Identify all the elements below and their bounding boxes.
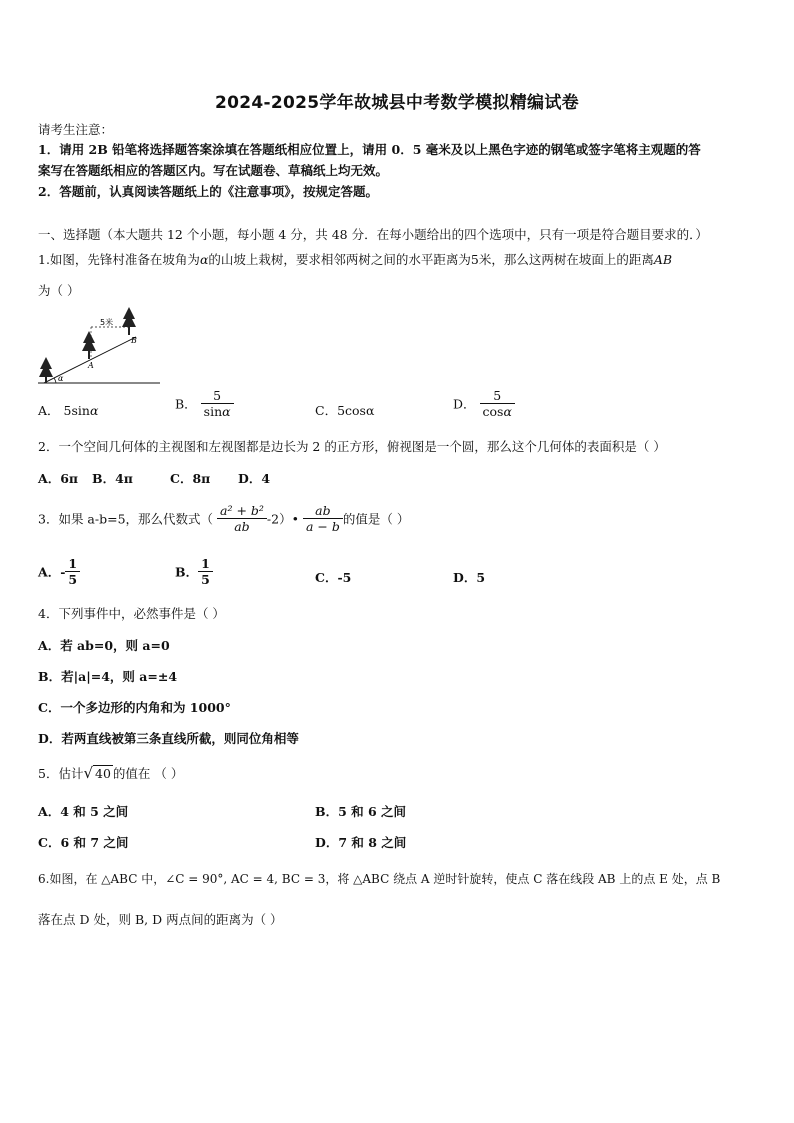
question-2-option-b: B．4π: [92, 471, 133, 486]
question-3-option-c: C．-5: [315, 570, 352, 585]
question-5-option-b: B．5 和 6 之间: [315, 804, 407, 819]
tree-icon: [122, 307, 136, 335]
figure-angle-label: α: [58, 374, 64, 383]
notice-heading: 请考生注意：: [38, 122, 114, 137]
question-2-option-d: D．4: [238, 471, 271, 486]
tree-icon: [82, 331, 96, 359]
question-2-option-a: A．6π: [38, 471, 79, 486]
notice-item-2: 2．答题前，认真阅读答题纸上的《注意事项》，按规定答题。: [38, 184, 378, 199]
figure-point-b-label: B: [131, 336, 137, 345]
question-4-option-d: D．若两直线被第三条直线所截，则同位角相等: [38, 731, 299, 746]
section-heading-choice: 一、选择题（本大题共 12 个小题，每小题 4 分，共 48 分．在每小题给出的四个选项中，只有一项是符合题目要求的．）: [38, 227, 708, 242]
figure-distance-label: 5米: [100, 318, 114, 327]
question-5-option-d: D．7 和 8 之间: [315, 835, 407, 850]
question-1-option-d: D． $\frac{5}{\cos\alpha}$: [453, 388, 515, 419]
question-5-option-a: A．4 和 5 之间: [38, 804, 129, 819]
question-6-stem-line-2: 落在点 D 处，则 B, D 两点间的距离为（ ）: [38, 912, 283, 927]
notice-item-1-line-2: 案写在答题纸相应的答题区内。写在试题卷、草稿纸上均无效。: [38, 163, 389, 178]
question-6-stem-line-1: 6.如图，在 △ABC 中，∠C = 90°, AC = 4, BC = 3，将 △ABC 绕点 A 逆时针旋转，使点 C 落在线段 AB 上的点 E 处，点 B: [38, 872, 721, 886]
question-4-option-a: A．若 ab=0，则 a=0: [38, 638, 170, 653]
page-title: 2024-2025学年故城县中考数学模拟精编试卷: [215, 93, 579, 113]
notice-item-1-line-1: 1．请用 2B 铅笔将选择题答案涂填在答题纸相应位置上，请用 0．5 毫米及以上黑色字迹的钢笔或签字笔将主观题的答: [38, 142, 701, 157]
question-1-stem: 1.如图，先锋村准备在坡角为α的山坡上栽树，要求相邻两树之间的水平距离为5米，那么这两树在坡面上的距离AB: [38, 252, 673, 267]
question-5-stem: 5．估计√ 40 的值在 （ ）: [38, 764, 184, 782]
question-4-option-b: B．若|a|=4，则 a=±4: [38, 669, 178, 684]
question-1-option-c: C．5cosα: [315, 403, 375, 418]
question-2-option-c: C．8π: [170, 471, 211, 486]
question-4-stem: 4．下列事件中，必然事件是（ ）: [38, 606, 225, 621]
question-1-option-a: A． 5sinα: [38, 403, 99, 418]
question-3-stem: 3．如果 a-b=5，那么代数式（ $\frac{\text{a² + b²}}{ab}$ -2）• $\frac{ab}{a - b}$ 的值是（ ）: [38, 503, 410, 534]
slope-trees-figure: [34, 305, 164, 387]
question-4-option-c: C．一个多边形的内角和为 1000°: [38, 700, 231, 715]
question-1-stem-line-2: 为（ ）: [38, 283, 80, 298]
question-5-option-c: C．6 和 7 之间: [38, 835, 129, 850]
question-2-stem: 2．一个空间几何体的主视图和左视图都是边长为 2 的正方形，俯视图是一个圆，那么这个几何体的表面积是（ ）: [38, 439, 666, 454]
figure-point-a-label: A: [88, 361, 94, 370]
question-3-option-d: D．5: [453, 570, 486, 585]
question-3-option-a: A．- $\frac{1}{5}$: [38, 556, 80, 587]
question-1-option-b: B． $\frac{5}{\sin\alpha}$: [175, 388, 234, 419]
question-3-option-b: B． $\frac{1}{5}$: [175, 556, 213, 587]
